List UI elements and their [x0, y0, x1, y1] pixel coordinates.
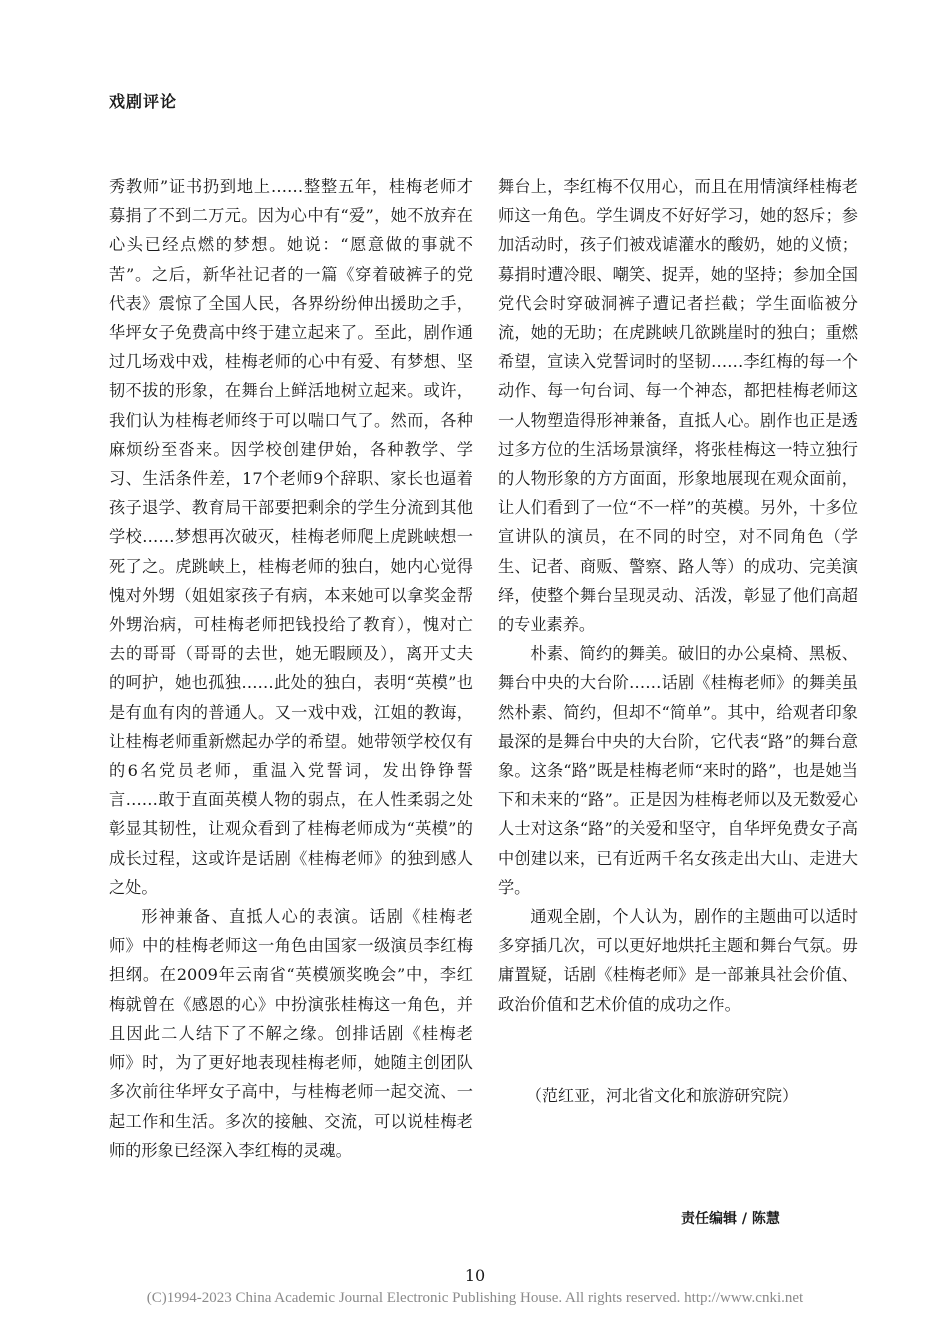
right-paragraph-1: 舞台上，李红梅不仅用心，而且在用情演绎桂梅老师这一角色。学生调皮不好好学习，她的怒斥；参加活动时，孩子们被戏谑灌水的酸奶，她的义愤；募捐时遭冷眼、嘲笑、捉弄，她的坚持；参加全国党代会时穿破洞裤子遭记者拦截；学生面临被分流，她的无助；在虎跳峡几欲跳崖时的独白；重燃希望，宣读入党誓词时的坚韧……李红梅的每一个动作、每一句台词、每一个神态，都把桂梅老师这一人物塑造得形神兼备，直抵人心。剧作也正是透过多方位的生活场景演绎，将张桂梅这一特立独行的人物形象的方方面面，形象地展现在观众面前，让人们看到了一位“不一样”的英模。另外，十多位宣讲队的演员，在不同的时空，对不同角色（学生、记者、商贩、警察、路人等）的成功、完美演绎，使整个舞台呈现灵动、活泼，彰显了他们高超的专业素养。: [498, 177, 858, 635]
right-column: [498, 172, 858, 1019]
left-column: [109, 172, 473, 1165]
right-paragraph-2: 朴素、简约的舞美。破旧的办公桌椅、黑板、舞台中央的大台阶……话剧《桂梅老师》的舞美虽然朴素、简约，但却不“简单”。其中，给观者印象最深的是舞台中央的大台阶，它代表“路”的舞台意象。这条“路”既是桂梅老师“来时的路”，也是她当下和未来的“路”。正是因为桂梅老师以及无数爱心人士对这条“路”的关爱和坚守，自华坪免费女子高中创建以来，已有近两千名女孩走出大山、走进大学。: [498, 644, 858, 897]
left-paragraph-1: 秀教师”证书扔到地上……整整五年，桂梅老师才募捐了不到二万元。因为心中有“爱”，她不放弃在心头已经点燃的梦想。她说：“愿意做的事就不苦”。之后，新华社记者的一篇《穿着破裤子的党代表》震惊了全国人民，各界纷纷伸出援助之手，华坪女子免费高中终于建立起来了。至此，剧作通过几场戏中戏，桂梅老师的心中有爱、有梦想、坚韧不拔的形象，在舞台上鲜活地树立起来。或许，我们认为桂梅老师终于可以喘口气了。然而，各种麻烦纷至沓来。因学校创建伊始，各种教学、学习、生活条件差，17个老师9个辞职、家长也逼着孩子退学、教育局干部要把剩余的学生分流到其他学校……梦想再次破灭，桂梅老师爬上虎跳峡想一死了之。虎跳峡上，桂梅老师的独白，她内心觉得愧对外甥（姐姐家孩子有病，本来她可以拿奖金帮外甥治病，可桂梅老师把钱投给了教育），愧对亡去的哥哥（哥哥的去世，她无暇顾及），离开丈夫的呵护，她也孤独……此处的独白，表明“英模”也是有血有肉的普通人。又一戏中戏，江姐的教诲，让桂梅老师重新燃起办学的希望。她带领学校仅有的6名党员老师，重温入党誓词，发出铮铮誓言……敢于直面英模人物的弱点，在人性柔弱之处彰显其韧性，让观众看到了桂梅老师成为“英模”的成长过程，这或许是话剧《桂梅老师》的独到感人之处。: [109, 177, 473, 897]
right-paragraph-3: 通观全剧，个人认为，剧作的主题曲可以适时多穿插几次，可以更好地烘托主题和舞台气氛。毋庸置疑，话剧《桂梅老师》是一部兼具社会价值、政治价值和艺术价值的成功之作。: [498, 907, 858, 1014]
page-number: 10: [464, 1266, 486, 1285]
left-paragraph-2: 形神兼备、直抵人心的表演。话剧《桂梅老师》中的桂梅老师这一角色由国家一级演员李红梅担纲。在2009年云南省“英模颁奖晚会”中，李红梅就曾在《感恩的心》中扮演张桂梅这一角色，并且因此二人结下了不解之缘。创排话剧《桂梅老师》时，为了更好地表现桂梅老师，她随主创团队多次前往华坪女子高中，与桂梅老师一起交流、一起工作和生活。多次的接触、交流，可以说桂梅老师的形象已经深入李红梅的灵魂。: [109, 907, 473, 1160]
author-affiliation: （范红亚，河北省文化和旅游研究院）: [526, 1086, 799, 1105]
copyright-footer: (C)1994-2023 China Academic Journal Electronic Publishing House. All rights reserved. http://www.cnki.net: [146, 1290, 804, 1306]
section-header: 戏剧评论: [109, 92, 178, 111]
responsible-editor: 责任编辑 / 陈慧: [681, 1211, 780, 1227]
